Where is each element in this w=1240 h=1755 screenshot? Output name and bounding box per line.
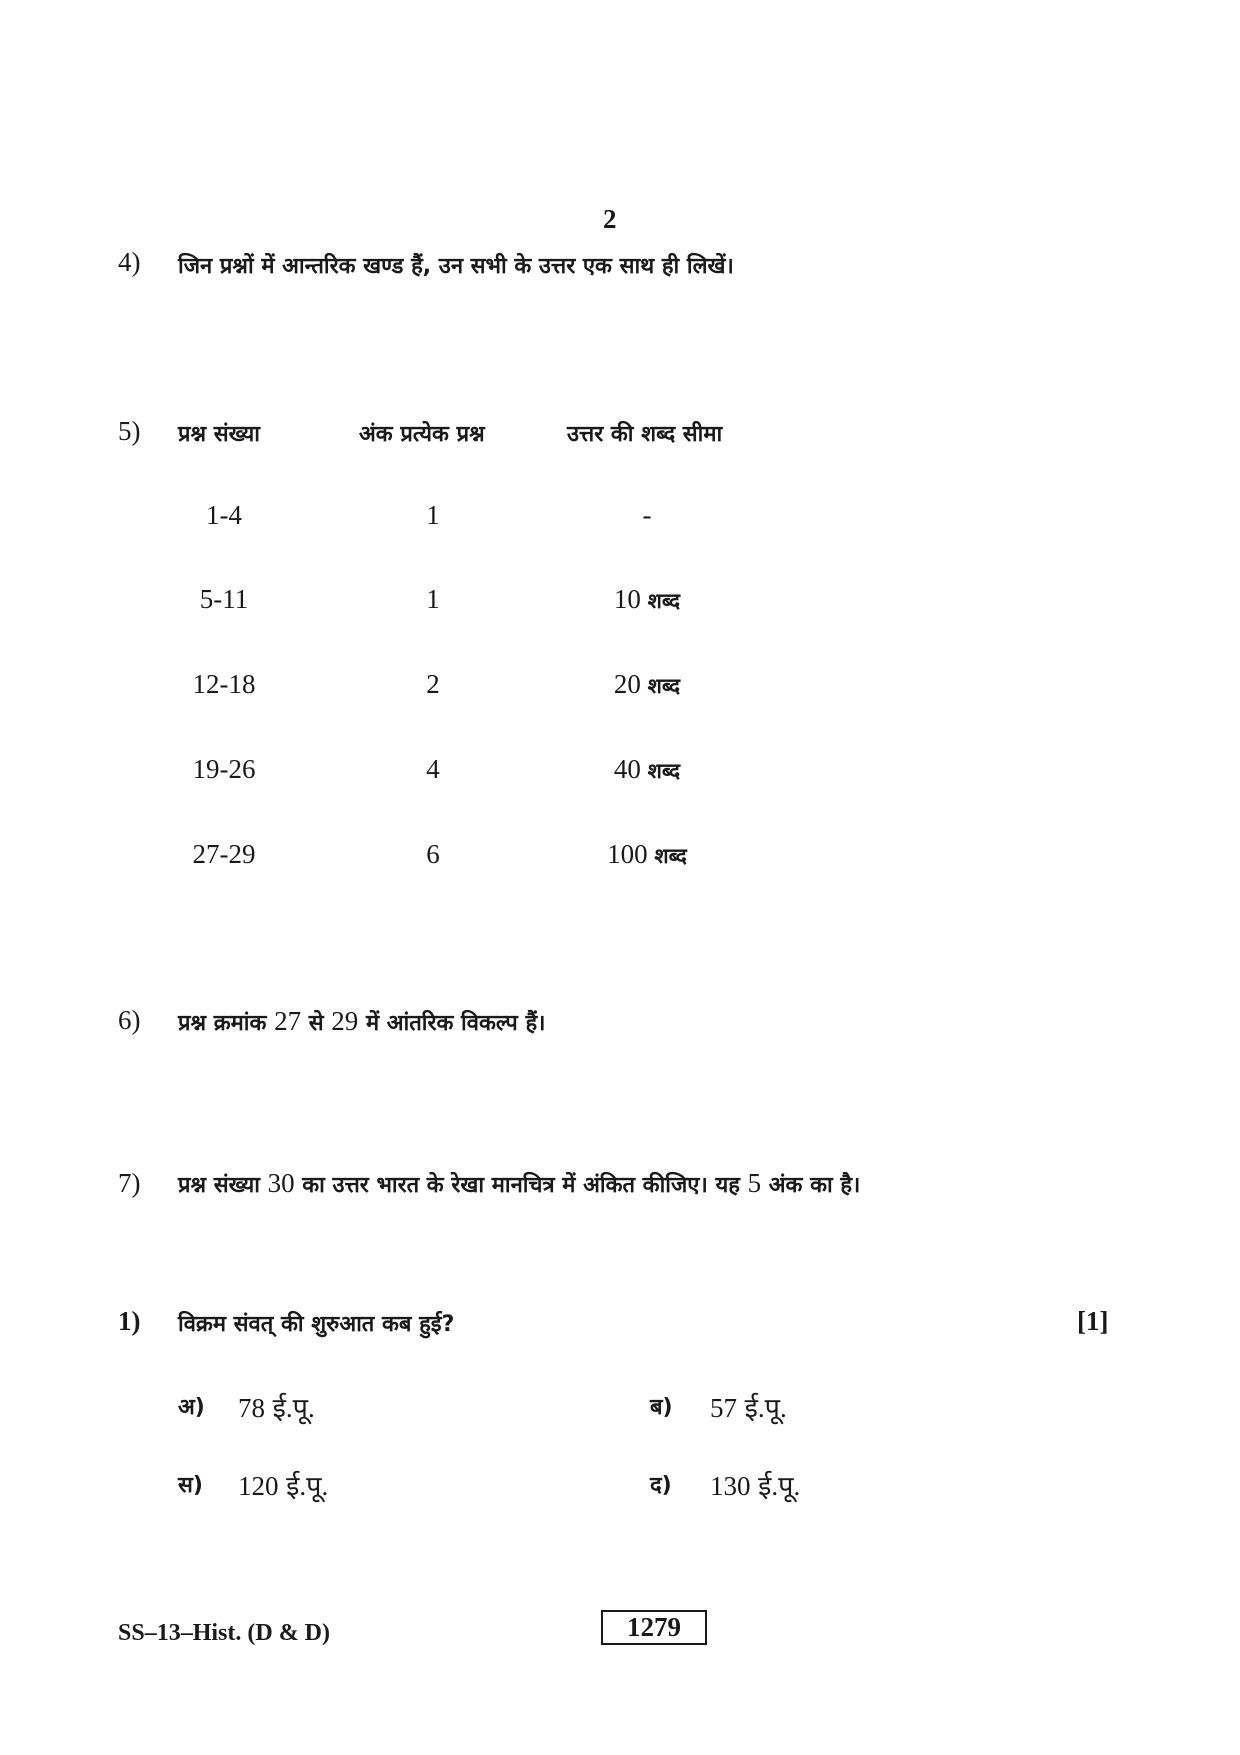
instruction-7-text: प्रश्न संख्या 30 का उत्तर भारत के रेखा मानचित्र में अंकित कीजिए। यह 5 अंक का है।	[178, 1168, 861, 1198]
instruction-4-text: जिन प्रश्नों में आन्तरिक खण्ड हैं, उन सभी के उत्तर एक साथ ही लिखें।	[178, 254, 734, 279]
table-cell-range: 1-4	[206, 500, 242, 530]
option-a-label: अ)	[178, 1395, 205, 1420]
table-cell-marks: 1	[426, 584, 440, 614]
question-1-number: 1)	[118, 1306, 141, 1336]
table-cell-marks: 6	[426, 839, 440, 869]
option-b-label: ब)	[650, 1395, 673, 1420]
option-c-label: स)	[178, 1473, 203, 1498]
page-number: 2	[603, 204, 617, 234]
instruction-6-number: 6)	[118, 1005, 141, 1035]
option-b-text: 57 ई.पू.	[710, 1393, 787, 1423]
table-header-marks: अंक प्रत्येक प्रश्न	[359, 422, 485, 447]
instruction-5-number: 5)	[118, 416, 141, 446]
option-d-label: द)	[650, 1473, 672, 1498]
table-cell-word-limit: 20 शब्द	[613, 669, 681, 699]
footer-page-code: 1279	[601, 1610, 707, 1645]
table-cell-word-limit: 10 शब्द	[613, 584, 681, 614]
question-1-text: विक्रम संवत् की शुरुआत कब हुई?	[178, 1312, 455, 1337]
table-header-question-number: प्रश्न संख्या	[178, 422, 260, 447]
footer-exam-code: SS–13–Hist. (D & D)	[118, 1620, 331, 1646]
option-c-text: 120 ई.पू.	[238, 1471, 329, 1501]
table-cell-word-limit: -	[642, 500, 652, 530]
table-cell-word-limit: 100 शब्द	[607, 839, 687, 869]
table-cell-range: 5-11	[199, 584, 249, 614]
instruction-4-number: 4)	[118, 247, 141, 277]
table-cell-word-limit: 40 शब्द	[613, 754, 681, 784]
table-header-word-limit: उत्तर की शब्द सीमा	[567, 422, 723, 447]
instruction-7-number: 7)	[118, 1168, 141, 1198]
table-cell-marks: 4	[426, 754, 440, 784]
table-cell-marks: 1	[426, 500, 440, 530]
instruction-6-text: प्रश्न क्रमांक 27 से 29 में आंतरिक विकल्प हैं।	[178, 1006, 546, 1036]
table-cell-range: 27-29	[192, 839, 256, 869]
option-d-text: 130 ई.पू.	[710, 1471, 801, 1501]
table-cell-marks: 2	[426, 669, 440, 699]
option-a-text: 78 ई.पू.	[238, 1393, 315, 1423]
table-cell-range: 19-26	[192, 754, 256, 784]
question-1-marks: [1]	[1077, 1306, 1109, 1336]
table-cell-range: 12-18	[192, 669, 256, 699]
